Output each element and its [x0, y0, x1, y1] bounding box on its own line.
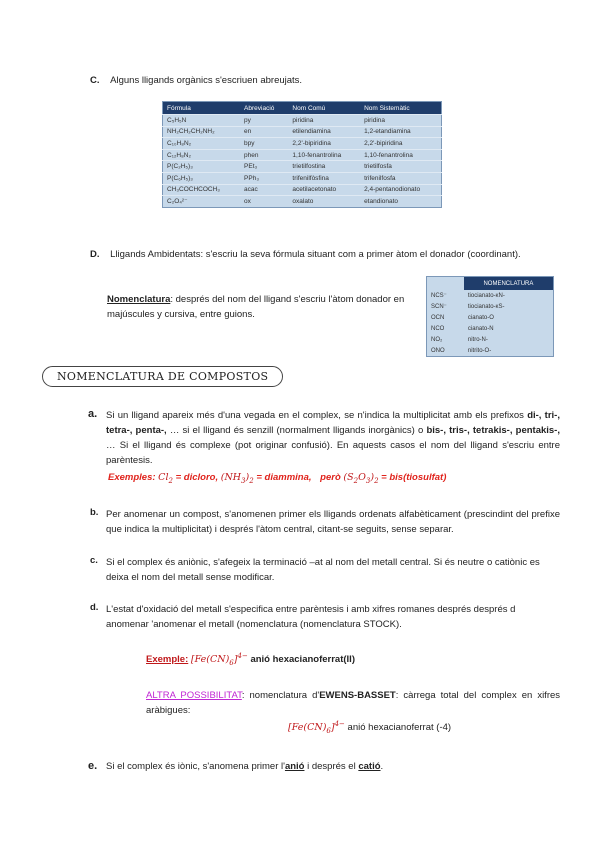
table-cell: OCN — [431, 314, 445, 321]
table-cell: C₅H₅N — [163, 115, 241, 127]
table-cell: acac — [240, 184, 288, 196]
section-d-text: Lligands Ambidentats: s'escriu la seva fórmula situant com a primer àtom el donador (coordinant). — [110, 249, 521, 260]
section-c — [90, 75, 302, 86]
table-cell: ONO — [431, 347, 445, 354]
table-cell: etandionato — [360, 196, 441, 208]
table-header-row — [427, 277, 554, 291]
table-cell: bpy — [240, 138, 288, 150]
anio-word: anió — [284, 761, 305, 772]
item-d-label: d. — [90, 602, 99, 613]
table-row — [163, 115, 442, 127]
item-d-text: L'estat d'oxidació del metall s'especifica entre parèntesis i amb xifres romanes després després d anomenar 'anomenar el metall (nomenclatura (nomenclatura STOCK). — [106, 604, 516, 630]
table-row — [427, 312, 554, 323]
table-cell: C₁₀H₈N₂ — [163, 138, 241, 150]
table-row — [163, 138, 442, 150]
item-d-example: Exemple: $[Fe(CN)_6]^{4-}$ anió hexacianoferrat(II) — [146, 652, 355, 668]
table-header-row — [163, 102, 442, 115]
item-b-text: Per anomenar un compost, s'anomenen primer els lligands ordenats alfabèticament (prescindint del prefixe que indica la multiplicitat) i després l'àtom central, citant-se seguits, sense separar. — [106, 509, 560, 535]
table-cell: 1,2-etandiamina — [360, 126, 441, 138]
table-row — [427, 323, 554, 334]
section-banner: NOMENCLATURA DE COMPOSTOS — [42, 366, 283, 387]
item-e-label: e. — [88, 760, 98, 772]
alt-example: $[Fe(CN)_6]^{4-}$ anió hexacianoferrat (-4) — [288, 720, 452, 736]
table-row — [163, 172, 442, 184]
table-cell: NH₂CH₂CH₂NH₂ — [163, 126, 241, 138]
table-cell: P(C₂H₅)₃ — [163, 161, 241, 173]
table-cell: P(C₆H₅)₃ — [163, 172, 241, 184]
table-cell: nitrito-O- — [467, 347, 492, 354]
column-header: Nom Sistemàtic — [360, 102, 441, 115]
section-d — [90, 249, 570, 260]
table-cell: nitro-N- — [467, 336, 488, 343]
table-row — [427, 345, 554, 357]
table-cell: 1,10-fenantrolina — [360, 149, 441, 161]
table-cell: 2,2'-bipiridina — [288, 138, 360, 150]
item-a-label: a. — [88, 408, 98, 420]
example-label: Exemples: — [108, 472, 156, 483]
table-cell: PPh₃ — [240, 172, 288, 184]
item-c-label: c. — [90, 555, 98, 566]
item-a-text: Si un lligand apareix més d'una vegada en el complex, se n'indica la multiplicitat amb els prefixos di-, tri-, tetra-, penta-, … si el lligand és senzill (normalment lligands inorgànics) o bis-, tris-, tetrakis-, pentakis-, … Si el lligand és complexe (pot originar confusió). En aquests casos el nom del lligand s'escriu entre parèntesis. — [106, 410, 560, 466]
section-c-label: C. — [90, 75, 100, 86]
table-cell: cianato-N — [467, 325, 494, 332]
table-cell: acetilacetonato — [288, 184, 360, 196]
nomenclatura-text: : després del nom del lligand s'escriu l'àtom donador en majúscules y cursiva, entre guions. — [107, 294, 405, 320]
item-c-text: Si el complex és aniònic, s'afegeix la terminació –at al nom del metall central. Si és neutre o catiònic es deixa el nom del metall sense modificar. — [106, 557, 540, 583]
nomenclatura-paragraph — [107, 292, 419, 322]
table-row — [427, 290, 554, 301]
table-cell: trifenilfosfa — [360, 172, 441, 184]
table-cell: C₁₂H₈N₂ — [163, 149, 241, 161]
table-cell: NO₂ — [431, 336, 443, 343]
item-e-text: Si el complex és iònic, s'anomena primer l'anió i després el catió. — [106, 761, 384, 772]
table-row — [427, 301, 554, 312]
section-d-label: D. — [90, 249, 100, 260]
table-cell: piridina — [360, 115, 441, 127]
table-cell: trifenilfòsfina — [288, 172, 360, 184]
example-label: Exemple: — [146, 654, 189, 666]
table-cell: ox — [240, 196, 288, 208]
table-cell: py — [240, 115, 288, 127]
column-header: NOMENCLATURA — [464, 277, 554, 291]
table-cell: SCN⁻ — [431, 304, 447, 310]
table-row — [163, 126, 442, 138]
ambidentate-table — [426, 276, 554, 357]
table-cell: trietilfostina — [288, 161, 360, 173]
alt-possibility: ALTRA POSSIBILITAT: nomenclatura d'EWENS-BASSET: càrrega total del complex en xifres aràbigues: — [146, 690, 561, 716]
column-header: Fórmula — [163, 102, 241, 115]
item-b-label: b. — [90, 507, 99, 518]
table-cell: PEt₃ — [240, 161, 288, 173]
table-cell: C₂O₄²⁻ — [163, 196, 241, 208]
table-row — [427, 334, 554, 345]
table-cell: en — [240, 126, 288, 138]
column-header: Abreviació — [240, 102, 288, 115]
table-row — [163, 184, 442, 196]
table-cell: etilendiamina — [288, 126, 360, 138]
table-row — [163, 196, 442, 208]
table-row — [163, 149, 442, 161]
item-a-examples: Exemples: $Cl_2$ = dicloro, $(NH_3)_2$ = diammina, però $(S_2O_3)_2$ = bis(tiosulfat) — [108, 472, 447, 485]
table-cell: tiocianato-κN- — [467, 292, 505, 299]
section-c-text: Alguns lligands orgànics s'escriuen abreujats. — [110, 75, 303, 86]
table-cell: piridina — [288, 115, 360, 127]
table-cell: CH₃COCHCOCH₃ — [163, 184, 241, 196]
table-cell: NCO — [431, 325, 445, 332]
table-cell: tiocianato-κS- — [467, 303, 505, 310]
table-cell: trietilfosfa — [360, 161, 441, 173]
table-row — [163, 161, 442, 173]
table-cell: cianato-O — [467, 314, 494, 321]
column-header-empty — [427, 277, 464, 291]
column-header: Nom Comú — [288, 102, 360, 115]
nomenclatura-label: Nomenclatura — [107, 294, 171, 305]
table-cell: phen — [240, 149, 288, 161]
ligand-abbreviation-table — [162, 101, 442, 208]
table-cell: oxalato — [288, 196, 360, 208]
table-cell: 1,10-fenantrolina — [288, 149, 360, 161]
table-cell: 2,4-pentanodionato — [360, 184, 441, 196]
alt-label: ALTRA POSSIBILITAT — [146, 690, 242, 701]
table-cell: NCS⁻ — [431, 293, 447, 299]
table-cell: 2,2'-bipiridina — [360, 138, 441, 150]
catio-word: catió — [358, 761, 381, 772]
